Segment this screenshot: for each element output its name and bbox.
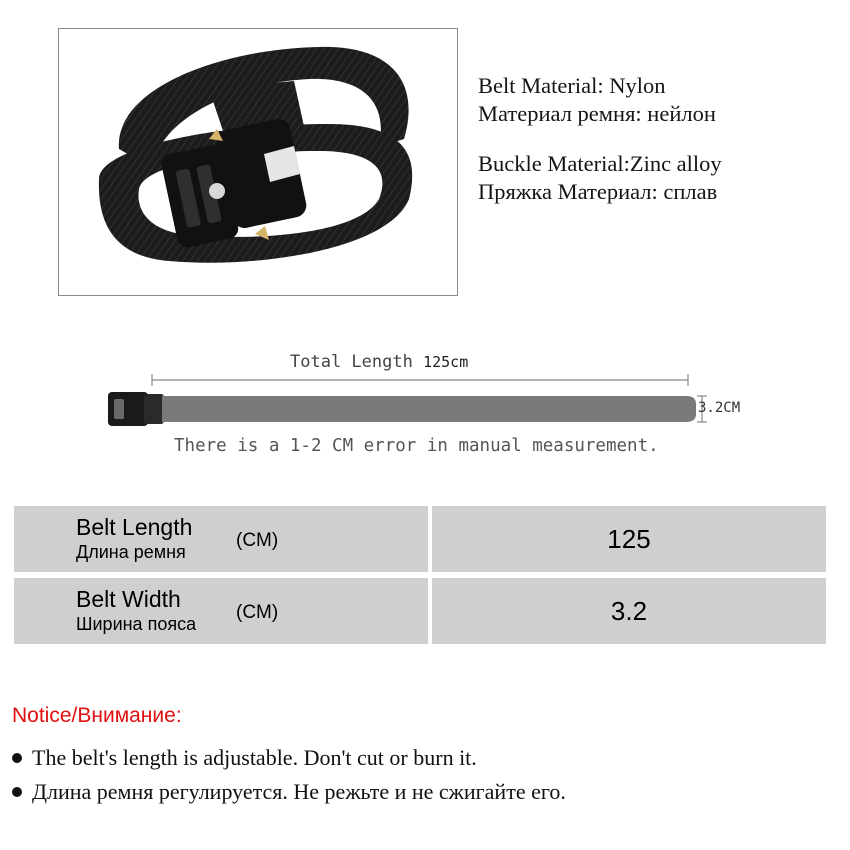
notice-list — [12, 741, 566, 809]
diagram-strap — [162, 396, 696, 422]
spec-row-width — [14, 578, 826, 644]
spec-label-cell — [14, 578, 428, 644]
spec-value: 3.2 — [432, 578, 826, 644]
spec-value: 125 — [432, 506, 826, 572]
notice-item — [12, 775, 566, 809]
materials-block — [478, 72, 722, 206]
measurement-diagram — [40, 300, 810, 470]
buckle-material-ru: Пряжка Материал: сплав — [478, 179, 718, 204]
bullet-icon — [12, 787, 22, 797]
spec-table — [14, 506, 826, 650]
width-value-label: 3.2CM — [698, 400, 741, 416]
bullet-icon — [12, 753, 22, 763]
notice-item-text: The belt's length is adjustable. Don't cut or burn it. — [32, 745, 477, 770]
total-length-label: Total Length 125cm — [290, 352, 469, 372]
spec-name-ru: Ширина пояса — [76, 614, 197, 634]
spec-unit: (CM) — [236, 530, 279, 551]
spec-name-en: Belt Width — [76, 586, 181, 612]
spec-label-cell — [14, 506, 428, 572]
belt-buckle-image — [59, 29, 457, 295]
notice-item-text: Длина ремня регулируется. Не режьте и не сжигайте его. — [32, 779, 566, 804]
spec-name-ru: Длина ремня — [76, 542, 186, 562]
error-note: There is a 1-2 CM error in manual measurement. — [174, 436, 659, 456]
belt-material-ru: Материал ремня: нейлон — [478, 101, 716, 126]
belt-material-en: Belt Material: Nylon — [478, 73, 666, 98]
buckle-material-en: Buckle Material:Zinc alloy — [478, 151, 722, 176]
belt-photo — [58, 28, 458, 296]
notice-item — [12, 741, 566, 775]
spec-row-length — [14, 506, 826, 572]
notice-title: Notice/Внимание: — [12, 704, 182, 727]
total-length-value: 125cm — [423, 353, 469, 371]
spec-unit: (CM) — [236, 602, 279, 623]
spec-name-en: Belt Length — [76, 514, 193, 540]
